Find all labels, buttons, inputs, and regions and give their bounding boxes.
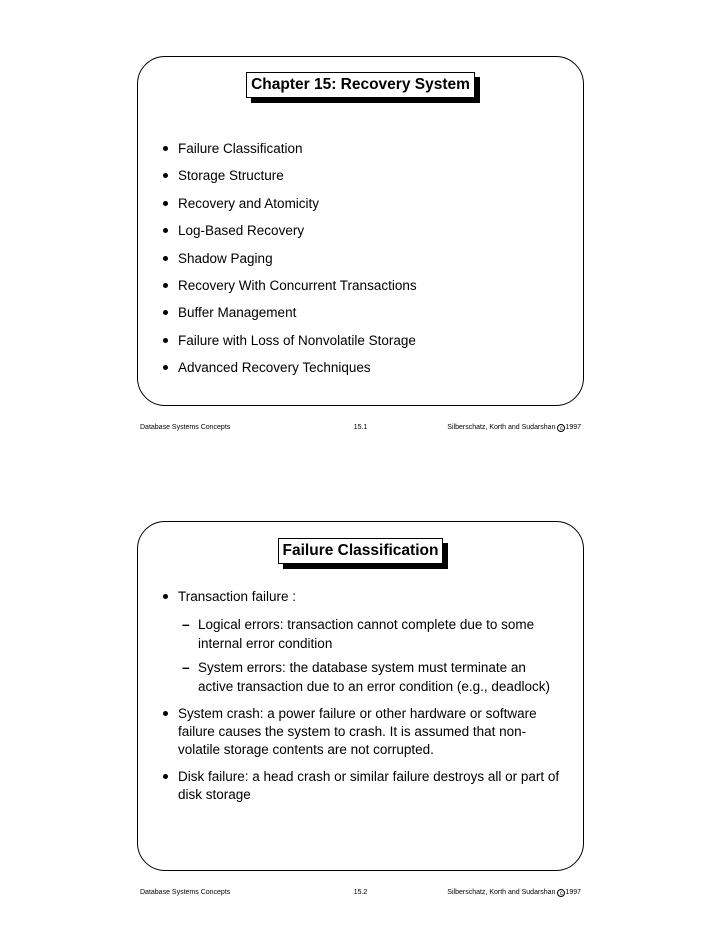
bullet-item (163, 588, 563, 696)
bullet-text: Advanced Recovery Techniques (178, 360, 371, 376)
footer-book-title: Database Systems Concepts (140, 889, 231, 896)
bullet-dot-icon (163, 711, 168, 716)
copyright-icon: c (557, 424, 565, 432)
footer-authors (447, 422, 581, 434)
slide-1 (137, 56, 584, 406)
bullet-text: Recovery and Atomicity (178, 195, 320, 211)
bullet-dot-icon (163, 774, 168, 779)
bullet-item (163, 705, 563, 759)
bullet-item (163, 768, 563, 804)
dash-icon: – (182, 660, 190, 675)
footer-authors (447, 887, 581, 899)
slide-title: Chapter 15: Recovery System (246, 72, 475, 98)
footer-page-number: 15.2 (353, 889, 368, 896)
bullet-text: Recovery With Concurrent Transactions (178, 277, 417, 293)
slide-footer (137, 422, 584, 434)
bullet-dot-icon (163, 228, 168, 233)
footer-year: 1997 (565, 424, 581, 431)
bullet-text: Transaction failure : (178, 589, 297, 604)
bullet-item (163, 140, 563, 158)
bullet-item (163, 222, 563, 240)
footer-authors-text: Silberschatz, Korth and Sudarshan (447, 889, 558, 896)
sub-bullet-item (178, 616, 563, 653)
footer-book-title: Database Systems Concepts (140, 424, 231, 431)
bullet-dot-icon (163, 310, 168, 315)
bullet-text: Buffer Management (178, 305, 297, 321)
slide-title-wrap (138, 538, 583, 564)
bullet-item (163, 277, 563, 295)
slide-title-wrap (138, 72, 583, 98)
bullet-text: Storage Structure (178, 168, 284, 184)
footer-year: 1997 (565, 889, 581, 896)
bullet-text: Disk failure: a head crash or similar failure destroys all or part of disk storage (178, 769, 560, 802)
bullet-item (163, 304, 563, 322)
bullet-list (163, 140, 563, 387)
bullet-text: Failure Classification (178, 141, 303, 156)
slide-2 (137, 521, 584, 871)
bullet-dot-icon (163, 201, 168, 206)
bullet-text: Log-Based Recovery (178, 223, 305, 239)
bullet-item (163, 167, 563, 185)
dash-icon: – (182, 617, 190, 632)
slide-title: Failure Classification (278, 538, 444, 564)
bullet-dot-icon (163, 365, 168, 370)
bullet-item (163, 359, 563, 377)
bullet-dot-icon (163, 594, 168, 599)
bullet-item (163, 195, 563, 213)
sub-bullet-list (178, 616, 563, 696)
sub-bullet-text: System errors: the database system must terminate an active transaction due to an error condition (e.g., deadlock) (198, 660, 550, 694)
bullet-list (163, 588, 563, 813)
copyright-icon: c (557, 889, 565, 897)
sub-bullet-text: Logical errors: transaction cannot complete due to some internal error condition (198, 617, 535, 651)
bullet-dot-icon (163, 146, 168, 151)
bullet-dot-icon (163, 256, 168, 261)
footer-authors-text: Silberschatz, Korth and Sudarshan (447, 424, 558, 431)
bullet-text: Failure with Loss of Nonvolatile Storage (178, 332, 416, 348)
sub-bullet-item (178, 659, 563, 696)
bullet-item (163, 332, 563, 350)
slide-footer (137, 887, 584, 899)
bullet-dot-icon (163, 338, 168, 343)
bullet-text: Shadow Paging (178, 250, 273, 266)
bullet-text: System crash: a power failure or other hardware or software failure causes the system to crash. It is assumed that non-volatile storage contents are not corrupted. (178, 706, 537, 757)
bullet-dot-icon (163, 283, 168, 288)
bullet-dot-icon (163, 173, 168, 178)
footer-page-number: 15.1 (353, 424, 368, 431)
bullet-item (163, 250, 563, 268)
